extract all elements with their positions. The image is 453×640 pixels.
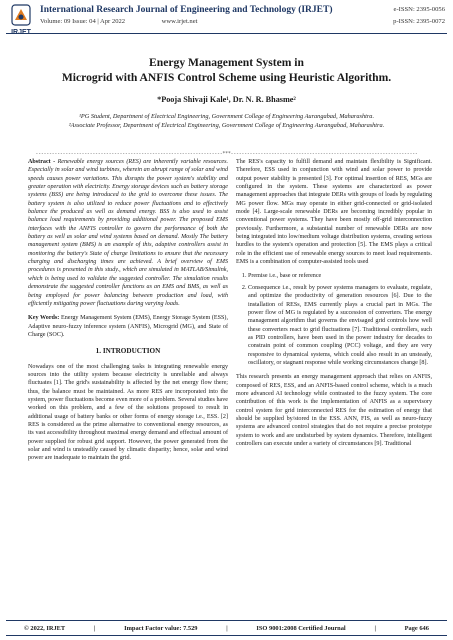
section-heading-introduction: 1. INTRODUCTION xyxy=(95,347,161,356)
footer-page-number: Page 646 xyxy=(404,624,429,632)
authors: *Pooja Shivaji Kale¹, Dr. N. R. Bhasme² xyxy=(157,95,296,104)
abstract-label: Abstract - xyxy=(28,159,56,165)
header-rule xyxy=(6,33,447,34)
keywords xyxy=(28,314,228,339)
keywords-label: Key Words: xyxy=(28,315,60,322)
irjet-logo-icon xyxy=(6,4,36,36)
right-column xyxy=(236,158,432,454)
abstract xyxy=(28,158,228,308)
list-item: 1. Premise i.e., base or reference xyxy=(248,272,432,280)
keywords-text: Energy Management System (EMS), Energy Storage System (ESS), Adaptive neuro-fuzzy inference system (ANFIS), Microgrid (MG), and State of Charge (SOC). xyxy=(28,315,228,338)
intro-paragraph-1: Nowadays one of the most challenging tasks is integrating renewable energy sources into the utility system because electricity is unreliable and always fluctuates [1]. The grid's sustainability is affected by the net energy flow there; thus, the balance must be maintained. As more RES are incorporated into the system, power fluctuations become even more of a problem. Several studies have worked on this problem, and a few of the solutions proposed to result in additional usage of battery banks or other forms of energy storage i.e., ESS. [2] RES is considered as the prime alternative to conventional energy resources, as its vast accessibility throughout maximal energy demand and effectual amount of power supplied for robust grid support. However, the power generated from the solar and wind is unsteadily caused by climatic disparity; hence, solar and wind power are inadequate to maintain the grid. xyxy=(28,363,228,462)
footer-separator: | xyxy=(93,624,96,632)
footer-separator: | xyxy=(226,624,228,632)
affiliation-1: ¹PG Student, Department of Electrical Engineering, Government College of Engineering Aurangabad, Maharashtra. xyxy=(78,113,375,120)
volume-issue: Volume: 09 Issue: 04 | Apr 2022 xyxy=(40,18,126,25)
right-paragraph-2: This research presents an energy management approach that relies on ANFIS, composed of RES, ESS, and an ANFIS-based control scheme, which is a much more advanced AI technology while contrasted to the fuzzy system. The core contribution of this work is the implementation of ANFIS as a supervisory control system for grid interconnected RES for the estimation of energy that should be supplied by/stored in the ESS. ANN, FIS, as well as neuro-fuzzy systems are advanced control strategies that do not require a precise prototype system to work and are undisturbed by system dynamics. Therefore, intelligent controllers can execute under a variety of circumstances [9]. Traditional xyxy=(236,374,432,447)
section-divider: ---------------------------------------------------------------------***--------------------------------------------------------------------- xyxy=(35,151,418,157)
numbered-list xyxy=(236,272,432,367)
abstract-text: Renewable energy sources (RES) are inherently variable resources. Especially in solar and wind turbines, wherein an abrupt range of solar and wind speeds causes power variations. This disrupts the power system's stability and greater operation with electricity. Energy storage devices such as battery storage systems (BSS) are being introduced to the grid to overcome these issues. The battery system is also utilized to reduce power fluctuations and to effectively balance the produced as well as demand energy. BSS is also used to assist balance load requirements by providing additional power. The proposed EMS interfaces with the ANFIS controller to govern the performance of both the battery as well as solar and wind systems based on demand. Mostly The battery management system (BMS) is an example of this, adaptive controllers assist in monitoring the battery's State of charge limitations to ensure that the necessary charging and discharging times are achieved. A brief overview of EMS procedures is presented in this study., which are simulated in MATLAB/Simulink, which is being used to validate the suggested controller. The simulation results demonstrate the suggested controller functions as an EMS and BMS, as well as being employed for power balancing between production and load, with efficiently mitigating power fluctuations during varying loads. xyxy=(28,159,229,307)
paper-title xyxy=(20,55,433,85)
pissn: p-ISSN: 2395-0072 xyxy=(393,18,445,25)
affiliations xyxy=(28,113,425,130)
journal-title: International Research Journal of Engineering and Technology (IRJET) xyxy=(40,5,333,15)
journal-website-link[interactable]: www.irjet.net xyxy=(161,18,198,25)
paper-title-line1: Energy Management System in xyxy=(149,56,304,69)
footer-separator: | xyxy=(374,624,376,632)
list-item: 2. Consequence i.e., result by power systems managers to evaluate, regulate, and optimize the productivity of generation resources [6]. Due to the installation of RESs, EMS currently plays a crucial part in MGs. The power flow of MG is regulated by a succession of converters. The energy management algorithm that governs the envisaged grid controls how well these converters react to grid fluctuations [7]. Traditional controllers, such as PID controllers, have been used in the power industry for decades to constrain point of common coupling (PCC) voltage, and they are very responsive to dynamical systems, which could also result in an unsteady, oscillatory, or stagnant response while working circumstances change [8]. xyxy=(248,284,432,367)
footer-impact-factor: Impact Factor value: 7.529 xyxy=(124,624,198,632)
eissn: e-ISSN: 2395-0056 xyxy=(393,6,445,13)
paper-title-line2: Microgrid with ANFIS Control Scheme using Heuristic Algorithm. xyxy=(61,71,392,84)
journal-header xyxy=(0,0,453,40)
right-paragraph-1: The RES's capacity to fulfill demand and maintain flexibility is Significant. Therefore, ESS used in conjunction with wind and solar power to provide output power stability is presented [3]. For optimal insertion of RES, MGs are configured in the system. These systems are characterized as power management approaches that integrate DERs with groups of loads by regulating MG power flow. MGs may operate in either grid-connected or grid-isolated mode [4]. Large-scale renewable DERs are becoming incredibly popular in conventional power systems. They have been mostly off-grid interconnection previously. Furthermore, a substantial number of renewable DERs are now being integrated into low/medium voltage distribution systems, creating serious hurdles to the system's operation and protection [5]. The EMS plays a critical role in the efficient use of renewable energy sources to meet load requirements. EMS is a combination of computer-assisted tools used xyxy=(236,159,432,266)
footer-copyright: © 2022, IRJET xyxy=(24,624,66,632)
affiliation-2: ²Associate Professor, Department of Electrical Engineering, Government College of Engineering Aurangabad, Maharashtra. xyxy=(68,121,385,129)
footer-iso: ISO 9001:2008 Certified Journal xyxy=(256,624,346,632)
left-column xyxy=(28,158,228,469)
logo-text: IRJET xyxy=(11,29,31,36)
journal-meta xyxy=(40,18,197,25)
page-footer xyxy=(6,620,447,636)
